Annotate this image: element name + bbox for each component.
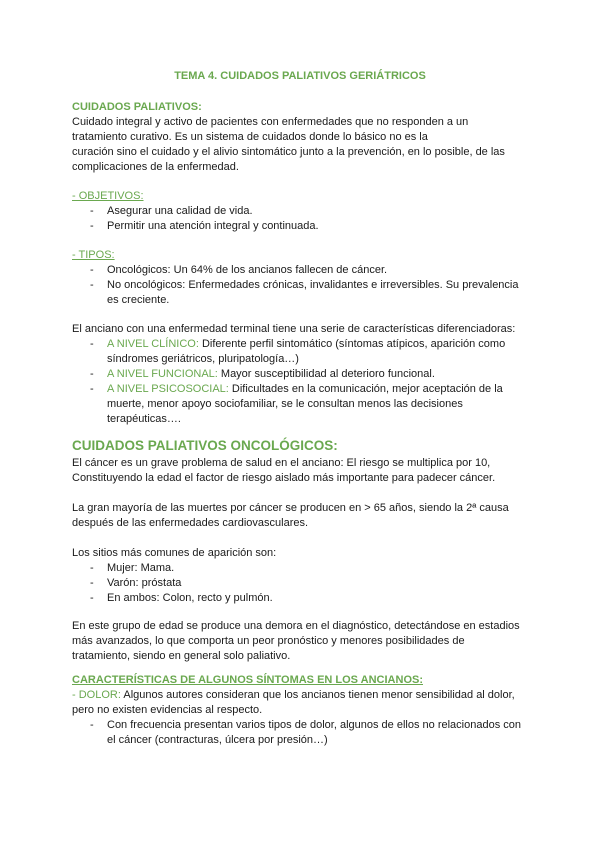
list-dash: -: [90, 719, 94, 731]
list-item: - En ambos: Colon, recto y pulmón.: [90, 592, 273, 604]
section-heading: CUIDADOS PALIATIVOS:: [72, 101, 202, 113]
oncologicos-paragraph-3: En este grupo de edad se produce una demora en el diagnóstico, detectándose en estadios más avanzados, lo que comporta un peor pronóstico y menores posibilidades de tratamiento, siendo en general solo paliativo.: [72, 620, 520, 662]
section-caracteristicas: [72, 322, 532, 427]
section-tipos: [72, 248, 532, 308]
section-cuidados-paliativos: [72, 100, 532, 175]
sintomas-heading: CARACTERÍSTICAS DE ALGUNOS SÍNTOMAS EN LOS ANCIANOS:: [72, 674, 423, 686]
section-sintomas: CARACTERÍSTICAS DE ALGUNOS SÍNTOMAS EN LOS ANCIANOS: - DOLOR: Algunos autores consideran que los ancianos tienen menor sensibilidad al dolor, pero no existen evidencias al respecto. - Con frecuencia presentan varios tipos de dolor, algunos de ellos no relacionados con el cáncer (contracturas, úlcera por presión…): [72, 673, 532, 748]
list-dash: -: [90, 383, 94, 395]
paragraph-line: curación sino el cuidado y el alivio sintomático junto a la prevención, en lo posible, de las: [72, 146, 505, 158]
oncologicos-paragraph-2: La gran mayoría de las muertes por cáncer se producen en > 65 años, siendo la 2ª causa después de las enfermedades cardiovasculares.: [72, 502, 509, 529]
oncologicos-heading: CUIDADOS PALIATIVOS ONCOLÓGICOS:: [72, 438, 338, 453]
section-objetivos: [72, 189, 532, 234]
list-dash: -: [90, 338, 94, 350]
list-dash: -: [90, 592, 94, 604]
sitios-section: Los sitios más comunes de aparición son: - Mujer: Mama. - Varón: próstata - En ambos: Colon, recto y pulmón.: [72, 546, 532, 606]
list-item: - A NIVEL PSICOSOCIAL: Dificultades en la comunicación, mejor aceptación de la muerte, menor apoyo sociofamiliar, se le consultan menos las decisiones terapéuticas….: [90, 383, 503, 425]
objetivos-heading: - OBJETIVOS:: [72, 190, 144, 202]
paragraph-line: complicaciones de la enfermedad.: [72, 161, 239, 173]
list-dash: -: [90, 205, 94, 217]
list-item: - Varón: próstata: [90, 577, 182, 589]
paragraph-line: tratamiento curativo. Es un sistema de cuidados donde lo básico no es la: [72, 131, 428, 143]
document-title: TEMA 4. CUIDADOS PALIATIVOS GERIÁTRICOS: [174, 70, 426, 82]
list-dash: -: [90, 577, 94, 589]
list-item: - A NIVEL FUNCIONAL: Mayor susceptibilidad al deterioro funcional.: [90, 368, 435, 380]
list-dash: -: [90, 264, 94, 276]
list-item: - Con frecuencia presentan varios tipos de dolor, algunos de ellos no relacionados con el cáncer (contracturas, úlcera por presión…): [90, 719, 521, 746]
list-dash: -: [90, 220, 94, 232]
oncologicos-paragraph-1: El cáncer es un grave problema de salud en el anciano: El riesgo se multiplica por 10, Constituyendo la edad el factor de riesgo aislado más importante para padecer cáncer.: [72, 457, 496, 484]
list-item: - No oncológicos: Enfermedades crónicas, invalidantes e irreversibles. Su prevalencia es creciente.: [90, 279, 519, 306]
list-item: - A NIVEL CLÍNICO: Diferente perfil sintomático (síntomas atípicos, aparición como síndromes geriátricos, pluripatología…): [90, 338, 506, 365]
list-item: - Mujer: Mama.: [90, 562, 175, 574]
list-item: - Oncológicos: Un 64% de los ancianos fallecen de cáncer.: [90, 264, 388, 276]
list-dash: -: [90, 279, 94, 291]
list-dash: -: [90, 368, 94, 380]
list-dash: -: [90, 562, 94, 574]
dolor-paragraph: - DOLOR: Algunos autores consideran que los ancianos tienen menor sensibilidad al dolor,: [72, 689, 515, 701]
tipos-heading: - TIPOS:: [72, 249, 115, 261]
intro-text: El anciano con una enfermedad terminal tiene una serie de características diferenciadoras:: [72, 323, 516, 335]
list-item: - Asegurar una calidad de vida.: [90, 205, 253, 217]
list-item: - Permitir una atención integral y continuada.: [90, 220, 319, 232]
paragraph-line: Cuidado integral y activo de pacientes con enfermedades que no responden a un: [72, 116, 469, 128]
